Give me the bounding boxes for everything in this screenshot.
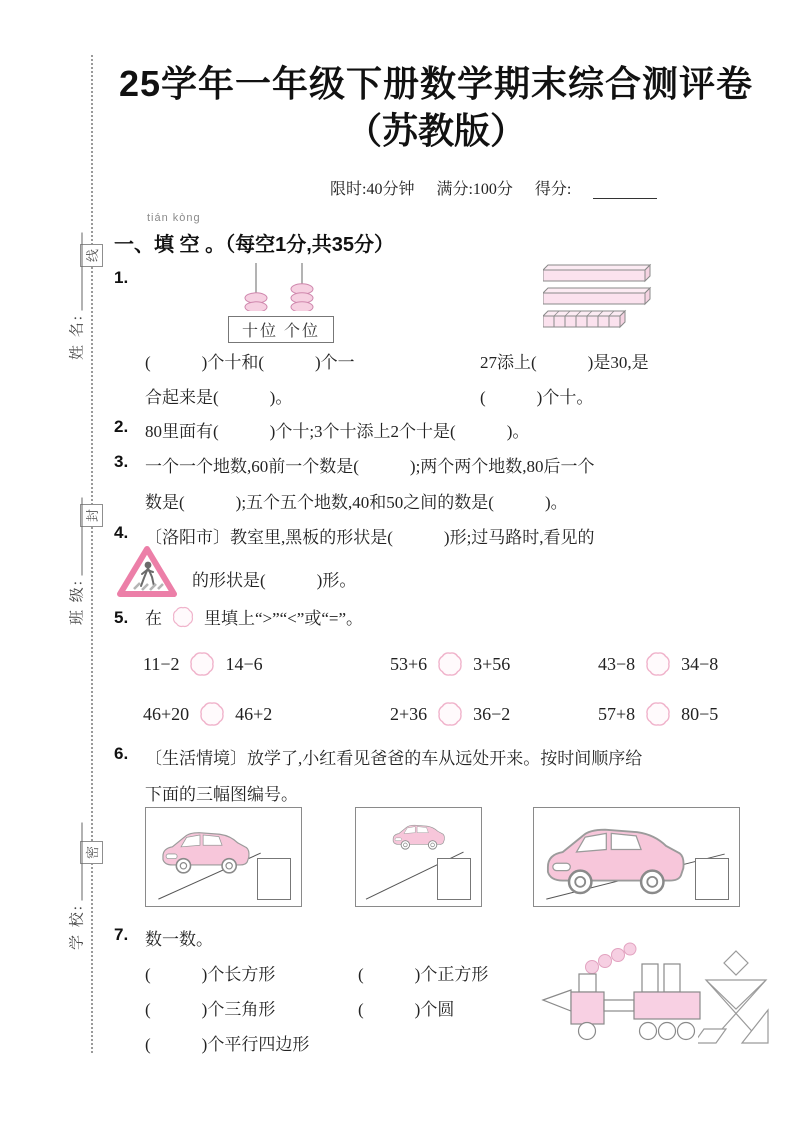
pinyin-annotation: tián kòng (147, 212, 201, 224)
compare-circle-icon (436, 650, 464, 678)
q4-number: 4. (114, 523, 129, 542)
q6-line1: 〔生活情境〕放学了,小红看见爸爸的车从远处开来。按时间顺序给 (145, 749, 643, 768)
school-label: 学 校: (69, 904, 85, 950)
abacus-beads (226, 263, 336, 311)
expression-left: 46+20 (143, 703, 190, 724)
q4-line2: 的形状是( )形。 (192, 571, 357, 590)
school-field (64, 799, 88, 974)
answer-box (437, 858, 471, 900)
compare-circle-icon (171, 605, 195, 629)
q7-intro: 数一数。 (145, 930, 213, 949)
exam-info-line (330, 176, 657, 199)
expression-left: 53+6 (390, 653, 428, 674)
q6-line2: 下面的三幅图编号。 (145, 785, 298, 804)
car-picture-panel-1 (145, 807, 302, 907)
q5-number: 5. (114, 608, 129, 627)
school-blank-line (69, 822, 83, 900)
answer-box (257, 858, 291, 900)
expression-left: 57+8 (598, 703, 636, 724)
q5-pair (143, 650, 263, 678)
score-blank-line (593, 183, 657, 199)
q5-pair (390, 700, 510, 728)
car-large-illustration (540, 816, 690, 898)
class-label: 班 级: (69, 579, 85, 625)
q7-item-circle: ( )个圆 (358, 1000, 455, 1019)
q5-intro (145, 604, 363, 629)
q1-line1-right: 27添上( )是30,是 (480, 353, 649, 372)
q5-intro-post: 里填上“>”“<”或“=”。 (204, 609, 364, 628)
name-field (64, 209, 88, 384)
q1-number: 1. (114, 268, 129, 287)
pedestrian-crossing-sign-icon (116, 545, 178, 599)
q7-item-triangle: ( )个三角形 (145, 1000, 276, 1019)
expression-left: 2+36 (390, 703, 428, 724)
expression-left: 11−2 (143, 653, 180, 674)
time-limit-label: 限时:40分钟 (330, 181, 415, 198)
q1-line2-right: ( )个十。 (480, 388, 594, 407)
car-small-illustration (390, 820, 447, 851)
shape-train-figure (540, 942, 702, 1042)
q5-pair (143, 700, 272, 728)
q4-line1: 〔洛阳市〕教室里,黑板的形状是( )形;过马路时,看见的 (145, 528, 595, 547)
abacus-figure (226, 263, 336, 343)
compare-circle-icon (188, 650, 216, 678)
expression-right: 46+2 (235, 703, 273, 724)
compare-circle-icon (436, 700, 464, 728)
seal-char: 封 (84, 508, 100, 523)
compare-circle-icon (198, 700, 226, 728)
q7-item-rectangle: ( )个长方形 (145, 965, 276, 984)
expression-right: 14−6 (225, 653, 263, 674)
answer-box (695, 858, 729, 900)
class-blank-line (69, 497, 83, 575)
tangram-person-figure (698, 950, 774, 1045)
abacus-place-label: 十位 个位 (228, 316, 334, 343)
q6-number: 6. (114, 744, 129, 763)
paper-title-line2: （苏教版） (345, 110, 526, 151)
car-picture-panel-2 (355, 807, 482, 907)
q2-number: 2. (114, 417, 129, 436)
q5-pair (598, 650, 718, 678)
binding-dotted-line (91, 55, 93, 1053)
expression-right: 34−8 (681, 653, 719, 674)
name-blank-line (69, 232, 83, 310)
q5-pair (390, 650, 510, 678)
car-picture-panel-3 (533, 807, 740, 907)
base-ten-blocks-figure (543, 263, 655, 331)
q7-item-square: ( )个正方形 (358, 965, 489, 984)
q7-number: 7. (114, 925, 129, 944)
expression-right: 3+56 (473, 653, 511, 674)
compare-circle-icon (644, 650, 672, 678)
section-one-heading: 一、填 空 。（每空1分,共35分） (114, 234, 395, 256)
q3-number: 3. (114, 452, 129, 471)
q3-line1: 一个一个地数,60前一个数是( );两个两个地数,80后一个 (145, 457, 595, 476)
q1-line2-left: 合起来是( )。 (145, 388, 293, 407)
seal-char: 密 (84, 845, 100, 860)
name-label: 姓 名: (69, 314, 85, 360)
q1-line1-left: ( )个十和( )个一 (145, 353, 355, 372)
full-score-label: 满分:100分 (436, 181, 513, 198)
q7-item-parallelogram: ( )个平行四边形 (145, 1035, 310, 1054)
q5-intro-pre: 在 (145, 609, 162, 628)
q5-pair (598, 700, 718, 728)
paper-title-line1: 25学年一年级下册数学期末综合测评卷 (118, 63, 754, 104)
car-medium-illustration (158, 824, 253, 876)
q2-text: 80里面有( )个十;3个十添上2个十是( )。 (145, 422, 530, 441)
expression-right: 36−2 (473, 703, 511, 724)
expression-left: 43−8 (598, 653, 636, 674)
compare-circle-icon (644, 700, 672, 728)
class-field (64, 474, 88, 649)
score-label: 得分: (534, 181, 572, 198)
q3-line2: 数是( );五个五个地数,40和50之间的数是( )。 (145, 493, 568, 512)
expression-right: 80−5 (681, 703, 719, 724)
seal-char: 线 (84, 248, 100, 263)
